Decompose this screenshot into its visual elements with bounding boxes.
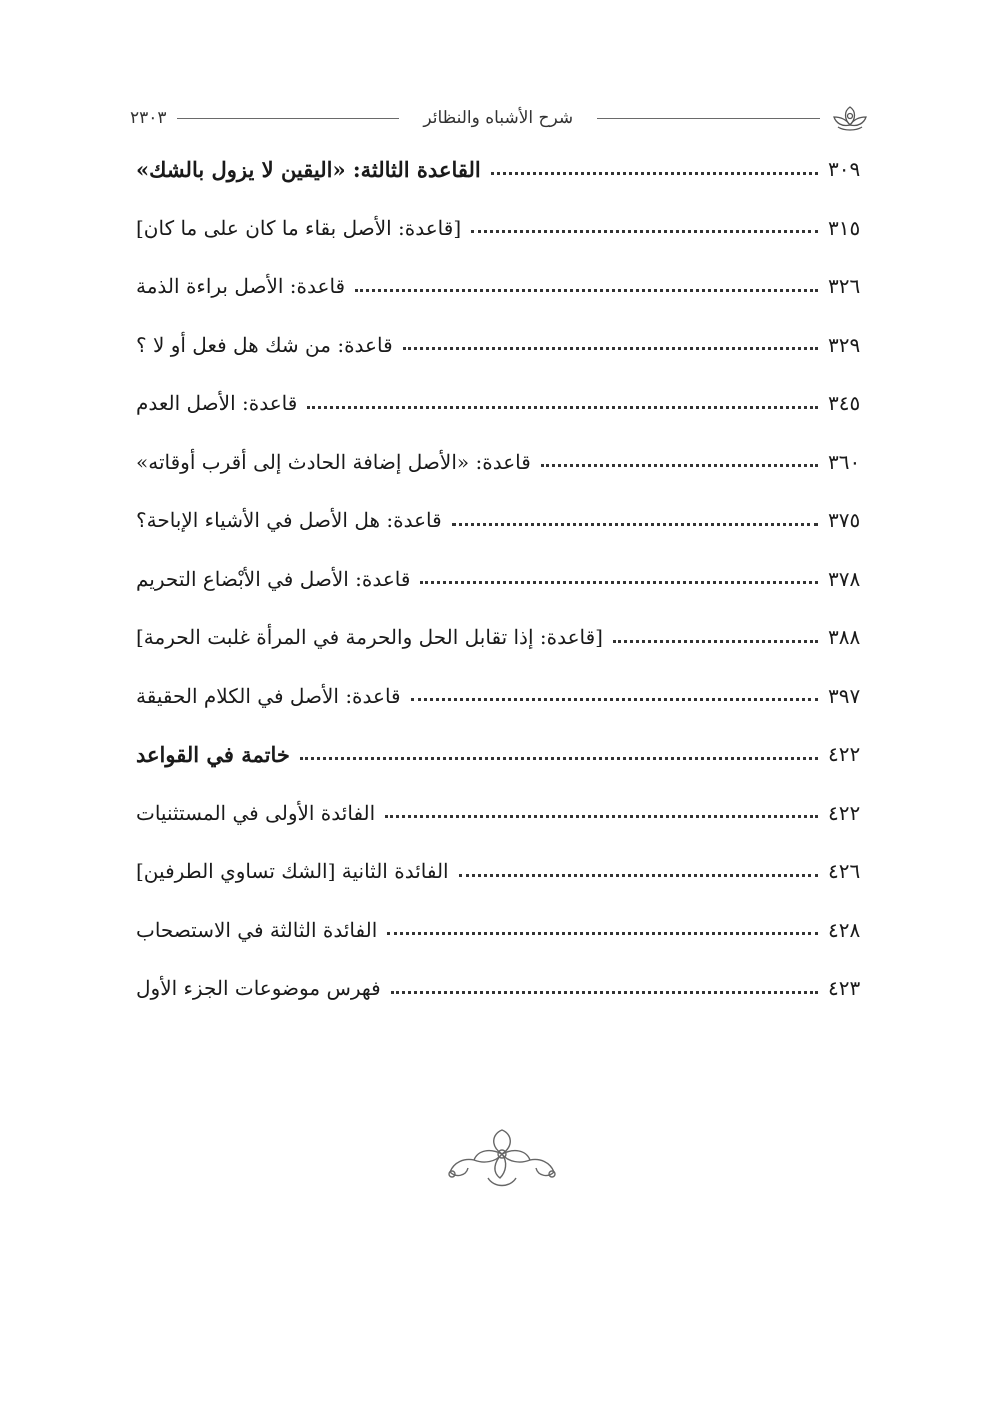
toc-entry-page: ٤٢٨ [828,917,861,942]
toc-entry-page: ٣٠٩ [828,157,861,182]
dot-leader [300,757,818,760]
toc-entry [136,842,870,901]
dot-leader [385,815,818,818]
toc-entry-title: الفائدة الأولى في المستثنيات [136,800,376,825]
toc-entry-page: ٤٢٦ [828,859,861,884]
running-title: شرح الأشباه والنظائر [423,108,574,128]
toc-entry-title: قاعدة: الأصل العدم [136,391,298,416]
toc-entry [136,140,870,199]
toc-entry-page: ٣١٥ [828,215,861,240]
toc-entry-page: ٣٨٨ [828,625,861,650]
header-rule-left [177,118,400,119]
dot-leader [541,464,818,467]
toc-entry-page: ٣٢٦ [828,274,861,299]
page-number: ٢٣٠٣ [129,108,167,128]
toc-entry [136,433,870,492]
table-of-contents [136,140,870,1018]
floral-head-ornament-icon [830,103,870,133]
dot-leader [491,172,818,175]
dot-leader [613,640,818,643]
toc-entry-title: فهرس موضوعات الجزء الأول [136,976,381,1001]
toc-entry [136,901,870,960]
toc-entry-title: قاعدة: هل الأصل في الأشياء الإباحة؟ [136,508,442,533]
toc-entry [136,725,870,784]
dot-leader [355,289,818,292]
toc-entry-title: القاعدة الثالثة: «اليقين لا يزول بالشك» [136,156,481,182]
toc-entry [136,608,870,667]
toc-entry-title: [قاعدة: إذا تقابل الحل والحرمة في المرأة غلبت الحرمة] [136,625,603,650]
dot-leader [471,230,818,233]
dot-leader [391,991,818,994]
toc-entry-title: قاعدة: من شك هل فعل أو لا ؟ [136,332,393,357]
toc-entry-title: قاعدة: الأصل براءة الذمة [136,274,346,299]
toc-entry-page: ٤٢٢ [828,742,861,767]
dot-leader [452,523,818,526]
header-rule-right [597,118,820,119]
toc-entry-title: قاعدة: الأصل في الكلام الحقيقة [136,683,401,708]
toc-entry [136,784,870,843]
toc-entry-title: قاعدة: «الأصل إضافة الحادث إلى أقرب أوقاته» [136,449,531,474]
dot-leader [411,698,818,701]
dot-leader [403,347,818,350]
toc-entry-title: الفائدة الثالثة في الاستصحاب [136,917,378,942]
toc-entry [136,316,870,375]
toc-entry-page: ٣٤٥ [828,391,861,416]
toc-entry-title: قاعدة: الأصل في الأبْضاع التحريم [136,566,411,591]
toc-entry-page: ٣٦٠ [828,449,861,474]
toc-entry-title: [قاعدة: الأصل بقاء ما كان على ما كان] [136,215,462,240]
floral-end-ornament-icon [440,1120,564,1196]
toc-entry [136,667,870,726]
toc-entry-page: ٣٧٨ [828,566,861,591]
toc-entry [136,550,870,609]
toc-entry-page: ٣٩٧ [828,683,861,708]
dot-leader [420,581,818,584]
dot-leader [387,932,818,935]
running-header [130,100,870,136]
toc-entry-page: ٣٧٥ [828,508,861,533]
toc-entry [136,374,870,433]
dot-leader [459,874,818,877]
toc-entry-title: الفائدة الثانية [الشك تساوي الطرفين] [136,859,449,884]
toc-entry-page: ٤٢٢ [828,800,861,825]
toc-entry-title: خاتمة في القواعد [136,741,290,767]
toc-entry [136,199,870,258]
toc-entry [136,491,870,550]
toc-entry-page: ٣٢٩ [828,332,861,357]
dot-leader [307,406,818,409]
toc-entry [136,257,870,316]
toc-entry [136,959,870,1018]
toc-entry-page: ٤٢٣ [828,976,861,1001]
